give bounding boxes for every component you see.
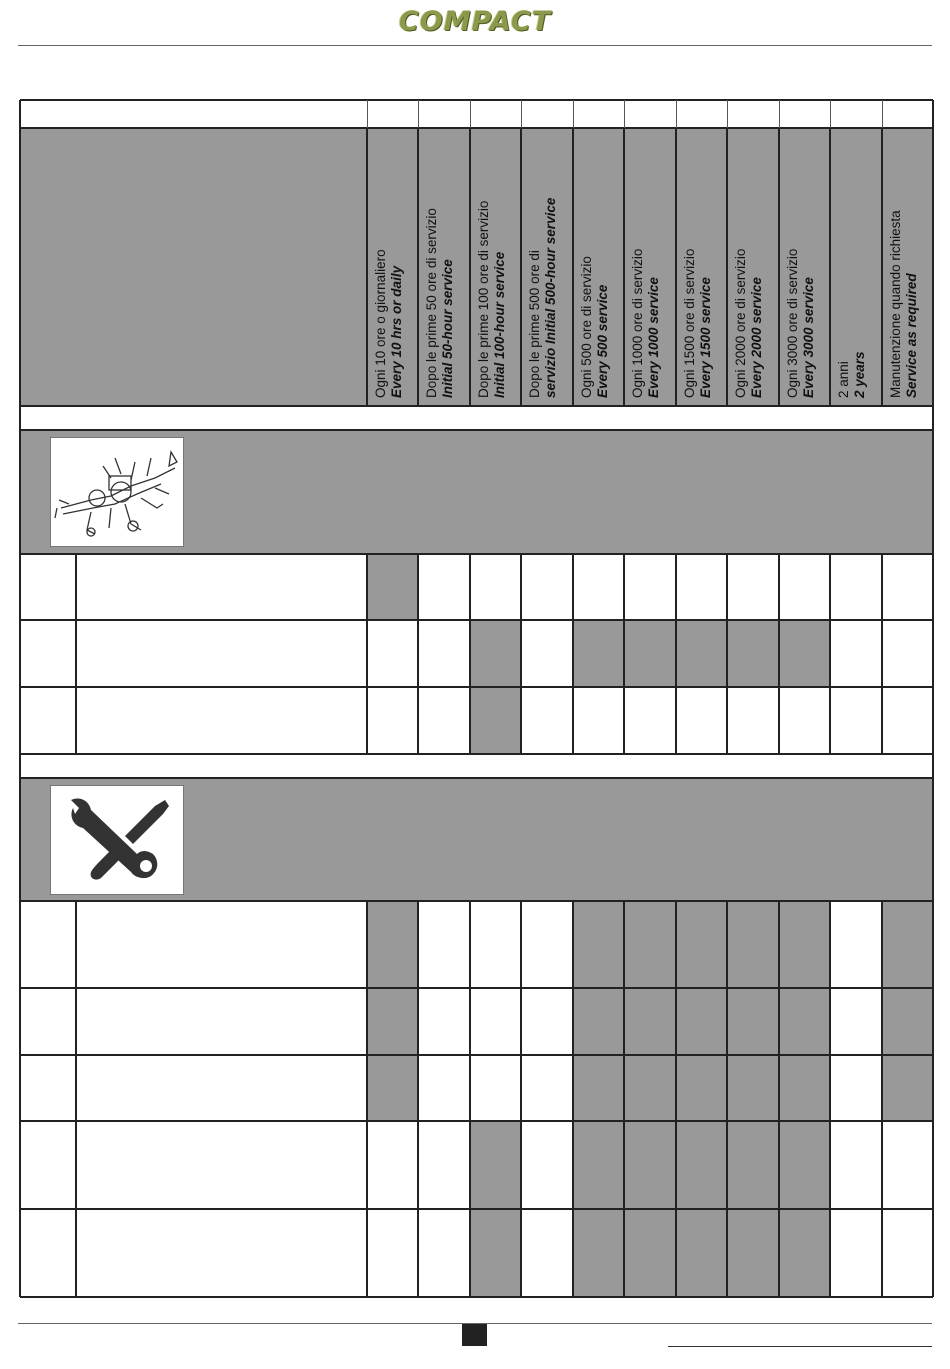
grid-vline-row (469, 554, 471, 754)
grid-hline (20, 1054, 933, 1056)
schedule-cell-s2-r5-c5 (573, 1209, 624, 1297)
column-label-it: Ogni 3000 ore di servizio (785, 248, 800, 398)
hydraulic-assembly-icon (50, 437, 184, 547)
footer-line (668, 1346, 932, 1347)
column-label-en: Every 1500 service (698, 277, 713, 398)
schedule-cell-s2-r1-c8 (727, 901, 779, 988)
column-label-en: Every 2000 service (749, 277, 764, 398)
schedule-cell-s2-r3-c8 (727, 1055, 779, 1121)
grid-vline-top (418, 100, 419, 128)
column-header-5 (579, 256, 611, 398)
schedule-cell-s2-r3-c11 (882, 1055, 933, 1121)
grid-vline-row (829, 901, 831, 1297)
schedule-cell-s2-r1-c11 (882, 901, 933, 988)
grid-vline-row (675, 901, 677, 1297)
schedule-cell-s1-r2-c8 (727, 620, 779, 687)
schedule-cell-s2-r1-c5 (573, 901, 624, 988)
grid-vline-header (623, 128, 625, 406)
column-header-7 (682, 249, 714, 398)
grid-vline-row (366, 554, 368, 754)
column-label-it: Dopo le prime 500 ore di (527, 250, 542, 398)
schedule-cell-s2-r2-c8 (727, 988, 779, 1055)
schedule-cell-s2-r5-c9 (779, 1209, 830, 1297)
grid-hline (20, 987, 933, 989)
schedule-cell-s2-r1-c1 (367, 901, 418, 988)
column-label-en: Service as required (904, 273, 919, 398)
column-label-en: Every 500 service (595, 284, 610, 398)
grid-vline-top (624, 100, 625, 128)
grid-vline-row (778, 901, 780, 1297)
grid-hline (20, 686, 933, 688)
grid-vline-right (932, 100, 934, 1297)
schedule-cell-s2-r3-c1 (367, 1055, 418, 1121)
schedule-cell-s2-r1-c7 (676, 901, 727, 988)
schedule-cell-s1-r2-c3 (470, 620, 521, 687)
grid-hline (20, 405, 933, 407)
grid-hline (20, 753, 933, 755)
schedule-cell-s2-r2-c1 (367, 988, 418, 1055)
page-number-marker (462, 1324, 487, 1346)
schedule-cell-s1-r1-c1 (367, 554, 418, 620)
grid-vline-header (675, 128, 677, 406)
column-header-2 (424, 208, 456, 398)
schedule-cell-s2-r5-c7 (676, 1209, 727, 1297)
grid-vline-header (778, 128, 780, 406)
grid-vline-row (829, 554, 831, 754)
grid-vline-top (470, 100, 471, 128)
grid-vline-row (520, 554, 522, 754)
grid-hline (20, 1296, 933, 1298)
schedule-cell-s1-r2-c6 (624, 620, 676, 687)
column-label-it: Ogni 2000 ore di servizio (733, 248, 748, 398)
grid-vline-row (417, 901, 419, 1297)
grid-vline-row (623, 554, 625, 754)
grid-vline-row (469, 901, 471, 1297)
schedule-cell-s1-r3-c3 (470, 687, 521, 754)
schedule-cell-s2-r2-c5 (573, 988, 624, 1055)
schedule-cell-s2-r4-c8 (727, 1121, 779, 1209)
grid-vline-index (75, 901, 77, 1297)
grid-vline-header (520, 128, 522, 406)
schedule-cell-s2-r3-c6 (624, 1055, 676, 1121)
grid-vline-top (521, 100, 522, 128)
column-label-it: Ogni 1500 ore di servizio (682, 248, 697, 398)
schedule-cell-s2-r2-c11 (882, 988, 933, 1055)
schedule-cell-s1-r2-c9 (779, 620, 830, 687)
grid-vline-top (676, 100, 677, 128)
grid-vline-top (727, 100, 728, 128)
schedule-cell-s2-r2-c7 (676, 988, 727, 1055)
column-label-it: Dopo le prime 50 ore di servizio (424, 208, 439, 398)
grid-vline-index (75, 554, 77, 754)
grid-hline (20, 619, 933, 621)
column-label-it: Manutenzione quando richiesta (888, 210, 903, 398)
grid-vline-top (573, 100, 574, 128)
grid-vline-row (726, 554, 728, 754)
column-label-it: 2 anni (836, 361, 851, 398)
grid-vline-left (19, 100, 21, 1297)
column-label-en: Every 3000 service (801, 277, 816, 398)
grid-hline (20, 900, 933, 902)
column-label-en: servizio Initial 500-hour service (543, 197, 558, 398)
grid-hline (20, 1120, 933, 1122)
schedule-cell-s2-r4-c7 (676, 1121, 727, 1209)
grid-vline-row (623, 901, 625, 1297)
schedule-cell-s2-r4-c3 (470, 1121, 521, 1209)
grid-vline-row (881, 901, 883, 1297)
schedule-cell-s2-r4-c5 (573, 1121, 624, 1209)
column-label-en: Every 10 hrs or daily (389, 265, 404, 398)
schedule-cell-s2-r4-c6 (624, 1121, 676, 1209)
column-label-en: Initial 50-hour service (440, 259, 455, 398)
schedule-cell-s2-r3-c5 (573, 1055, 624, 1121)
column-label-en: Every 1000 service (646, 277, 661, 398)
grid-vline-row (726, 901, 728, 1297)
schedule-cell-s2-r3-c9 (779, 1055, 830, 1121)
schedule-cell-s2-r2-c9 (779, 988, 830, 1055)
schedule-cell-s2-r5-c8 (727, 1209, 779, 1297)
column-label-it: Dopo le prime 100 ore di servizio (476, 200, 491, 398)
grid-hline (20, 127, 933, 129)
column-label-it: Ogni 10 ore o giornaliero (373, 249, 388, 398)
grid-vline-header (829, 128, 831, 406)
schedule-cell-s1-r2-c7 (676, 620, 727, 687)
brand-logo: COMPACT (398, 6, 552, 37)
schedule-cell-s1-r2-c5 (573, 620, 624, 687)
wrench-screwdriver-icon (50, 785, 184, 895)
grid-vline-header (417, 128, 419, 406)
grid-vline-row (881, 554, 883, 754)
grid-vline-top (367, 100, 368, 128)
schedule-cell-s2-r3-c7 (676, 1055, 727, 1121)
grid-vline-header (572, 128, 574, 406)
grid-vline-row (417, 554, 419, 754)
header-rule (18, 45, 932, 46)
schedule-cell-s2-r1-c6 (624, 901, 676, 988)
grid-vline-top (882, 100, 883, 128)
column-label-en: Initial 100-hour service (492, 251, 507, 398)
grid-vline-row (520, 901, 522, 1297)
grid-hline (20, 777, 933, 779)
grid-hline (20, 553, 933, 555)
column-header-3 (476, 201, 508, 398)
column-header-11 (888, 210, 920, 398)
schedule-cell-s2-r1-c9 (779, 901, 830, 988)
grid-vline-top (830, 100, 831, 128)
column-header-9 (785, 249, 817, 398)
column-label-it: Ogni 500 ore di servizio (579, 256, 594, 398)
column-header-8 (733, 249, 765, 398)
schedule-cell-s2-r5-c6 (624, 1209, 676, 1297)
schedule-cell-s2-r4-c9 (779, 1121, 830, 1209)
grid-hline (20, 1208, 933, 1210)
column-header-10 (836, 351, 868, 398)
grid-hline (20, 99, 933, 101)
grid-vline-header (726, 128, 728, 406)
grid-vline-header (366, 128, 368, 406)
grid-vline-top (779, 100, 780, 128)
grid-vline-row (572, 901, 574, 1297)
column-header-6 (630, 249, 662, 398)
grid-vline-row (675, 554, 677, 754)
column-header-4 (527, 198, 559, 398)
schedule-cell-s2-r2-c6 (624, 988, 676, 1055)
column-header-1 (373, 249, 405, 398)
grid-vline-header (469, 128, 471, 406)
column-label-en: 2 years (852, 351, 867, 398)
schedule-cell-s2-r5-c3 (470, 1209, 521, 1297)
grid-vline-row (778, 554, 780, 754)
column-label-it: Ogni 1000 ore di servizio (630, 248, 645, 398)
grid-vline-row (366, 901, 368, 1297)
grid-vline-row (572, 554, 574, 754)
grid-vline-header (881, 128, 883, 406)
maintenance-schedule-table (20, 100, 933, 1297)
grid-hline (20, 429, 933, 431)
